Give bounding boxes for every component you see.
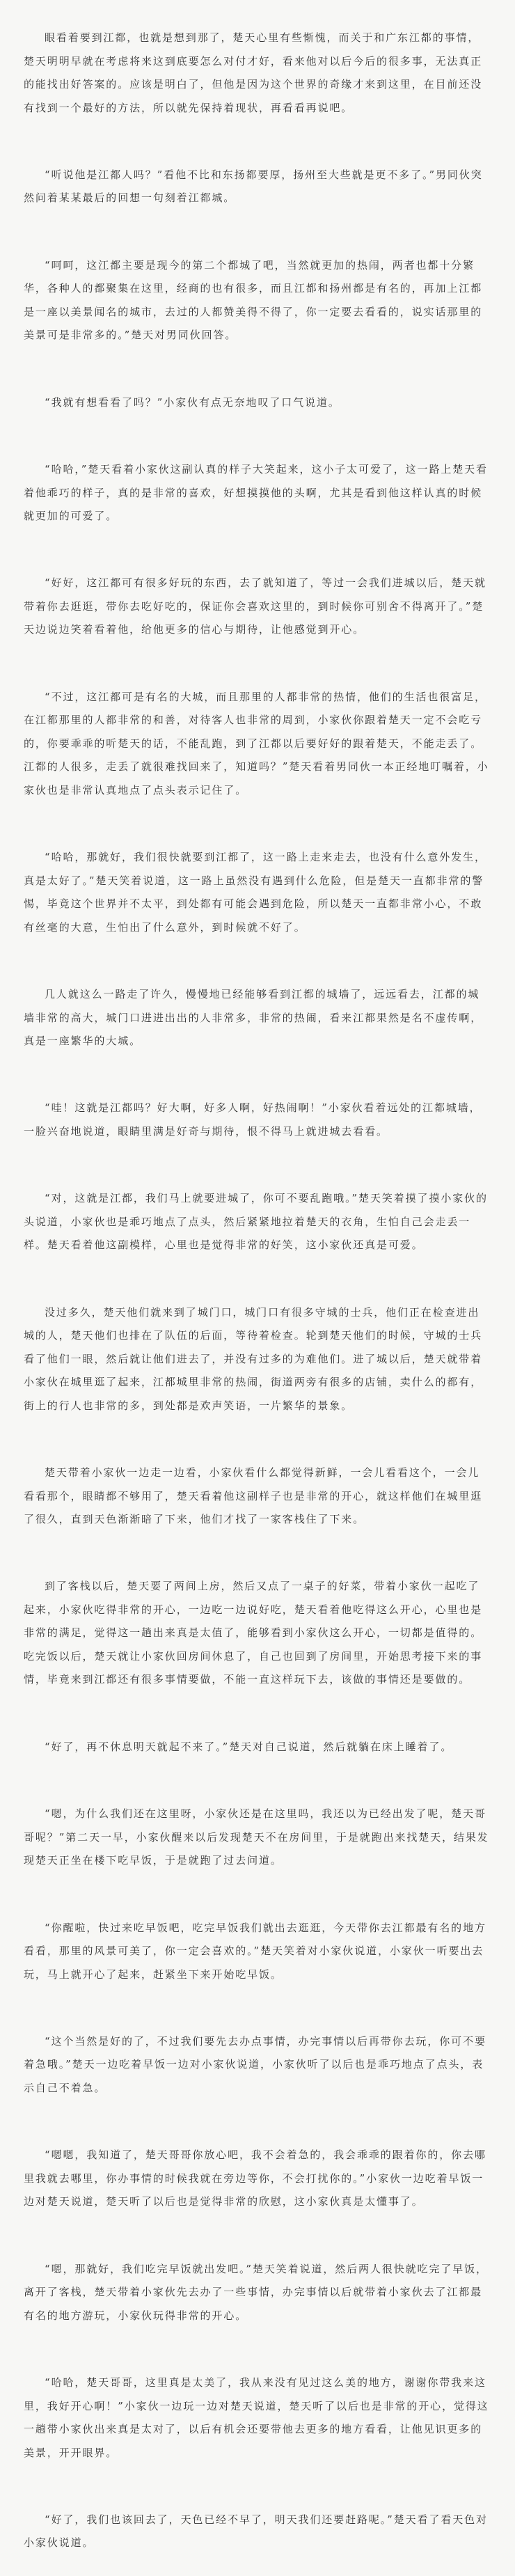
paragraph: “呵呵，这江都主要是现今的第二个都城了吧，当然就更加的热闹，两者也都十分繁华，各种人的都聚集在这里，经商的也有很多，而且江都和扬州都是有名的，再加上江都是一座以美景闻名的城市，去过的人都赞美得不得了，你一定要去看看的，说实话那里的美景可是非常多的。”楚天对男同伙回答。	[24, 258, 483, 342]
paragraph: 楚天带着小家伙一边走一边看，小家伙看什么都觉得新鲜，一会儿看看这个，一会儿看看那个，眼睛都不够用了，楚天看着他这副样子也是非常的开心，就这样他们在城里逛了很久，直到天色渐渐暗了下来，他们才找了一家客栈住了下来。	[24, 1466, 483, 1525]
paragraph: “哇！这就是江都吗？好大啊，好多人啊，好热闹啊！”小家伙看着远处的江都城墙，一脸兴奋地说道，眼睛里满是好奇与期待，恨不得马上就进城去看看。	[24, 1101, 482, 1138]
paragraph: “你醒啦，快过来吃早饭吧，吃完早饭我们就出去逛逛，今天带你去江都最有名的地方看看，那里的风景可美了，你一定会喜欢的。”楚天笑着对小家伙说道，小家伙一听要出去玩，马上就开心了起来，赶紧坐下来开始吃早饭。	[24, 1921, 486, 1981]
paragraph: 到了客栈以后，楚天要了两间上房，然后又点了一桌子的好菜，带着小家伙一起吃了起来，小家伙吃得非常的开心，一边吃一边说好吃，楚天看着他吃得这么开心，心里也是非常的满足，觉得这一趟出来真是太值了，能够看到小家伙这么开心，一切都是值得的。吃完饭以后，楚天就让小家伙回房间休息了，自己也回到了房间里，开始思考接下来的事情，毕竟来到江都还有很多事情要做，不能一直这样玩下去，该做的事情还是要做的。	[24, 1580, 483, 1686]
paragraph: “听说他是江都人吗？”看他不比和东扬都要厚，扬州至大些就是更不多了。”男同伙突然问着某某最后的回想一句刻着江都城。	[24, 168, 483, 205]
paragraph: “不过，这江都可是有名的大城，而且那里的人都非常的热情，他们的生活也很富足，在江都那里的人都非常的和善，对待客人也非常的周到，小家伙你跟着楚天一定不会吃亏的，你要乖乖的听楚天的话，不能乱跑，到了江都以后要好好的跟着楚天，不能走丢了。江都的人很多，走丢了就很难找回来了，知道吗？”楚天看着男同伙一本正经地叮嘱着，小家伙也是非常认真地点了点头表示记住了。	[24, 690, 489, 796]
paragraph: “嗯嗯，我知道了，楚天哥哥你放心吧，我不会着急的，我会乖乖的跟着你的，你去哪里我就去哪里，你办事情的时候我就在旁边等你，不会打扰你的。”小家伙一边吃着早饭一边对楚天说道，楚天听了以后也是觉得非常的欣慰，这小家伙真是太懂事了。	[24, 2149, 486, 2208]
paragraph: “哈哈，那就好，我们很快就要到江都了，这一路上走来走去，也没有什么意外发生，真是太好了。”楚天笑着说道，这一路上虽然没有遇到什么危险，但是楚天一直都非常的警惕，毕竟这个世界并不太平，到处都有可能会遇到危险，所以楚天一直都非常小心，不敢有丝毫的大意，生怕出了什么意外，到时候就不好了。	[24, 851, 486, 934]
paragraph: “对，这就是江都，我们马上就要进城了，你可不要乱跑哦。”楚天笑着摸了摸小家伙的头说道，小家伙也是乖巧地点了点头，然后紧紧地拉着楚天的衣角，生怕自己会走丢一样。楚天看着他这副模样，心里也是觉得非常的好笑，这小家伙还真是可爱。	[24, 1192, 488, 1252]
paragraph: 眼看着要到江都，也就是想到那了，楚天心里有些惭愧，而关于和广东江都的事情，楚天明明早就在考虑将来这到底要怎么对付才好，看来他对以后今后的很多事，无法真正的能找出好答案的。应该是明白了，但他是因为这个世界的奇缘才来到这里，在目前还没有找到一个最好的方法，所以就先保持着现状，再看看再说吧。	[24, 31, 483, 114]
paragraph: “嗯，那就好，我们吃完早饭就出发吧。”楚天笑着说道，然后两人很快就吃完了早饭，离开了客栈，楚天带着小家伙先去办了一些事情，办完事情以后就带着小家伙去了江都最有名的地方游玩，小家伙玩得非常的开心。	[24, 2262, 488, 2322]
paragraph: “好了，再不休息明天就起不来了。”楚天对自己说道，然后就躺在床上睡着了。	[45, 1740, 453, 1753]
paragraph: 没过多久，楚天他们就来到了城门口，城门口有很多守城的士兵，他们正在检查进出城的人，楚天他们也排在了队伍的后面，等待着检查。轮到楚天他们的时候，守城的士兵看了他们一眼，然后就让他们进去了，并没有过多的为难他们。进了城以后，楚天就带着小家伙在城里逛了起来，江都城里非常的热闹，街道两旁有很多的店铺，卖什么的都有，街上的行人也非常的多，到处都是欢声笑语，一片繁华的景象。	[24, 1305, 483, 1412]
paragraph: “嗯，为什么我们还在这里呀，小家伙还是在这里吗，我还以为已经出发了呢，楚天哥哥呢？”第二天一早，小家伙醒来以后发现楚天不在房间里，于是就跑出来找楚天，结果发现楚天正坐在楼下吃早饭，于是就跑了过去问道。	[24, 1807, 489, 1867]
paragraph: “这个当然是好的了，不过我们要先去办点事情，办完事情以后再带你去玩，你可不要着急哦。”楚天一边吃着早饭一边对小家伙说道，小家伙听了以后也是乖巧地点了点头，表示自己不着急。	[24, 2034, 486, 2094]
paragraph: “我就有想看看了吗？”小家伙有点无奈地叹了口气说道。	[45, 395, 340, 409]
paragraph: 几人就这么一路走了许久，慢慢地已经能够看到江都的城墙了，远远看去，江都的城墙非常的高大，城门口进进出出的人非常多，非常的热闹，看来江都果然是名不虚传啊，真是一座繁华的大城。	[24, 988, 483, 1047]
paragraph: “哈哈，楚天哥哥，这里真是太美了，我从来没有见过这么美的地方，谢谢你带我来这里，我好开心啊！”小家伙一边玩一边对楚天说道，楚天听了以后也是非常的开心，觉得这一趟带小家伙出来真是太对了，以后有机会还要带他去更多的地方看看，让他见识更多的美景，开开眼界。	[24, 2376, 489, 2459]
paragraph: “好好，这江都可有很多好玩的东西，去了就知道了，等过一会我们进城以后，楚天就带着你去逛逛，带你去吃好吃的，保证你会喜欢这里的，到时候你可别舍不得离开了。”楚天边说边笑着看着他，给他更多的信心与期待，让他感觉到开心。	[24, 576, 486, 636]
paragraph: “哈哈，”楚天看着小家伙这副认真的样子大笑起来，这小子太可爱了，这一路上楚天看着他乖巧的样子，真的是非常的喜欢，好想摸摸他的头啊，尤其是看到他这样认真的时候就更加的可爱了。	[24, 463, 488, 522]
paragraph: “好了，我们也该回去了，天色已经不早了，明天我们还要赶路呢。”楚天看了看天色对小家伙说道。	[24, 2513, 488, 2550]
